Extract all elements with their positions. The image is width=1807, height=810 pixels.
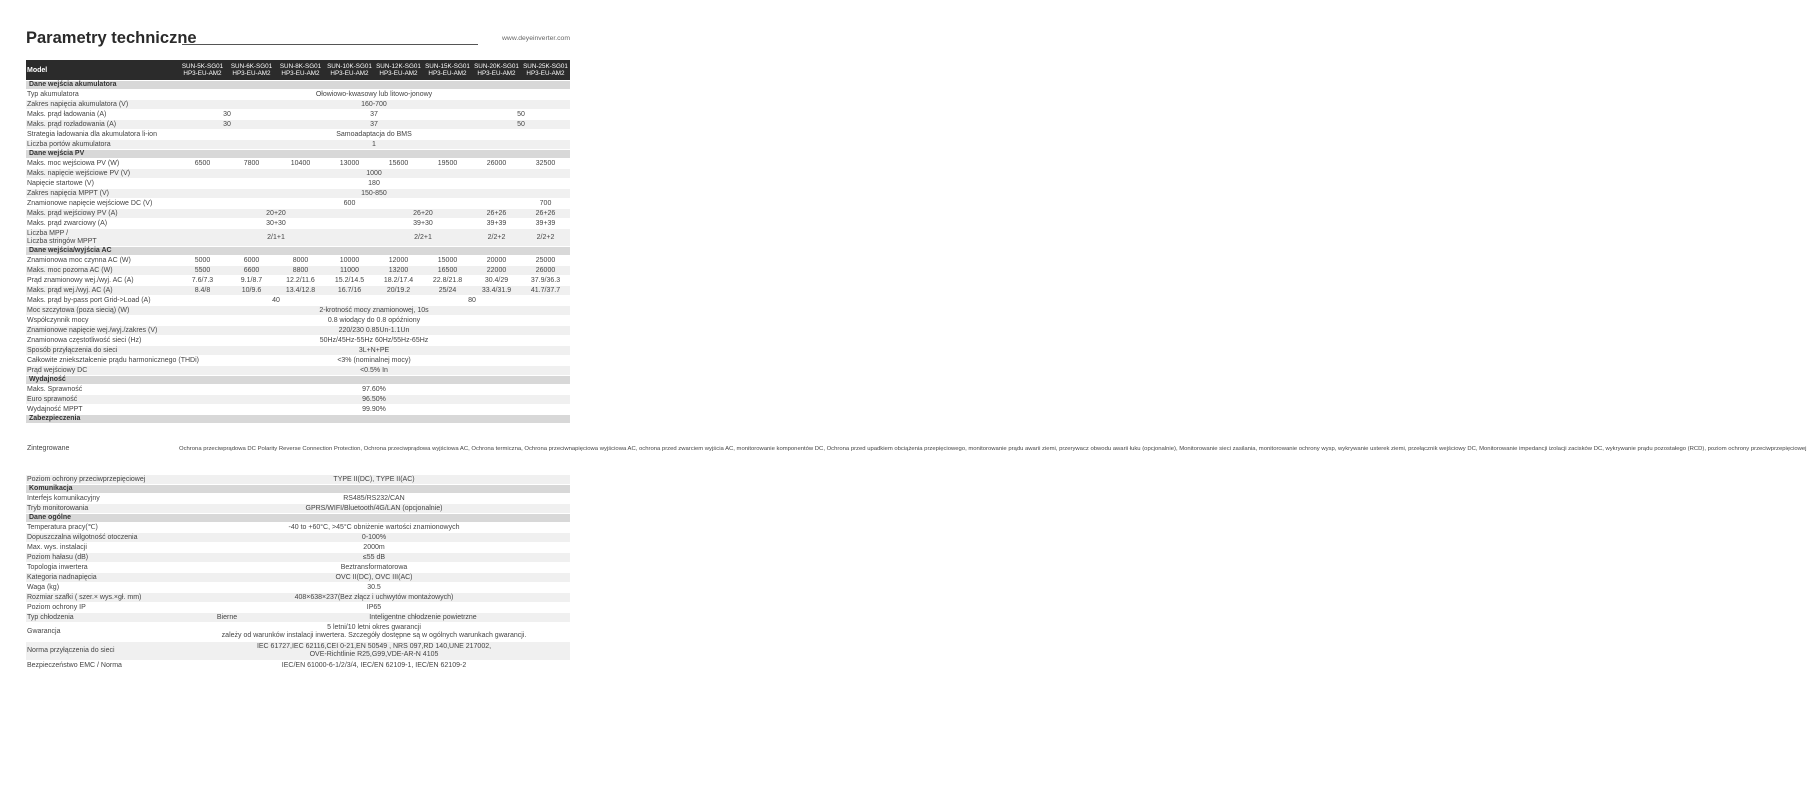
spec-value: IEC/EN 61000-6-1/2/3/4, IEC/EN 62109-1, IEC/EN 62109-2: [178, 661, 570, 671]
spec-value: 2/2+2: [521, 229, 570, 247]
model-name-line: HP3-EU-AM2: [477, 70, 516, 77]
section-row: [26, 376, 570, 385]
spec-value: 32500: [521, 159, 570, 169]
spec-value: Ołowiowo-kwasowy lub litowo-jonowy: [178, 90, 570, 100]
spec-label: Gwarancja: [26, 623, 178, 642]
spec-row: [26, 475, 570, 485]
spec-row: [26, 326, 570, 336]
spec-label: Maks. prąd wej./wyj. AC (A): [26, 286, 178, 296]
spec-value: 150-850: [178, 189, 570, 199]
section-title: Dane ogólne: [26, 514, 570, 523]
spec-label: Strategia ładowania dla akumulatora li-ion: [26, 130, 178, 140]
spec-value: 6500: [178, 159, 227, 169]
spec-row: [26, 356, 570, 366]
spec-label: Liczba portów akumulatora: [26, 140, 178, 150]
spec-row: [26, 385, 570, 395]
spec-value: 700: [521, 199, 570, 209]
spec-value: GPRS/WIFI/Bluetooth/4G/LAN (opcjonalnie): [178, 504, 570, 514]
spec-value: 8.4/8: [178, 286, 227, 296]
spec-value: IP65: [178, 603, 570, 613]
spec-value: <0.5% In: [178, 366, 570, 376]
spec-value: Inteligentne chłodzenie powietrzne: [276, 613, 570, 623]
spec-row: [26, 603, 570, 613]
model-name-line: SUN-10K-SG01: [327, 63, 372, 70]
model-name-line: HP3-EU-AM2: [281, 70, 320, 77]
spec-label: Temperatura pracy(℃): [26, 523, 178, 533]
spec-value: 50: [472, 110, 570, 120]
spec-label: Maks. prąd by-pass port Grid->Load (A): [26, 296, 178, 306]
model-name: [472, 60, 521, 81]
spec-value: 5500: [178, 266, 227, 276]
model-name: [178, 60, 227, 81]
spec-value: Ochrona przeciwprądowa DC Polarity Reverse Connection Protection, Ochrona przeciwprądowa wyjściowa AC, Ochrona termiczna, Ochrona przeciwnapięciowa wyjściowa AC, ochrona przed zwarciem wyjścia AC, monitorowanie komponentów DC, Ochrona przed upadkiem obciążenia przepięciowego, monitorowanie prądu awarii ziemi, przerywacz obwodu awarii łuku (opcjonalnie), Monitorowanie sieci zasilania, monitorowanie ochrony wysp, wykrywanie usterek ziemi, przełącznik wejściowy DC, Monitorowanie impedancji izolacji zacisków DC, wykrywanie prądu pozostałego (RCD), poziom ochrony przeciwprzepięciowej: [178, 424, 570, 475]
spec-value: TYPE II(DC), TYPE II(AC): [178, 475, 570, 485]
spec-value: 33.4/31.9: [472, 286, 521, 296]
section-title: Wydajność: [26, 376, 570, 385]
spec-label: Maks. moc pozorna AC (W): [26, 266, 178, 276]
website-url: www.deyeinverter.com: [502, 35, 570, 42]
model-header-row: [26, 60, 570, 81]
model-name: [325, 60, 374, 81]
spec-row: [26, 169, 570, 179]
spec-value: OVC II(DC), OVC III(AC): [178, 573, 570, 583]
spec-label: Rozmiar szafki ( szer.× wys.×gł. mm): [26, 593, 178, 603]
spec-value: 19500: [423, 159, 472, 169]
spec-label: Typ chłodzenia: [26, 613, 178, 623]
spec-label: Poziom hałasu (dB): [26, 553, 178, 563]
spec-value: 22.8/21.8: [423, 276, 472, 286]
spec-row: [26, 286, 570, 296]
model-name-line: SUN-6K-SG01: [230, 63, 273, 70]
spec-label: Zakres napięcia MPPT (V): [26, 189, 178, 199]
spec-value: 1: [178, 140, 570, 150]
spec-value: 18.2/17.4: [374, 276, 423, 286]
spec-value: 37: [276, 120, 472, 130]
spec-row: [26, 336, 570, 346]
page-title: Parametry techniczne: [26, 29, 197, 47]
spec-value: 26000: [521, 266, 570, 276]
spec-row: [26, 229, 570, 247]
spec-label: Typ akumulatora: [26, 90, 178, 100]
section-title: Dane wejścia akumulatora: [26, 81, 570, 90]
spec-value: 97.60%: [178, 385, 570, 395]
spec-label: Znamionowa moc czynna AC (W): [26, 256, 178, 266]
spec-value: 6000: [227, 256, 276, 266]
spec-label: Liczba MPP / Liczba stringów MPPT: [26, 229, 178, 247]
spec-row: [26, 256, 570, 266]
spec-value: 8000: [276, 256, 325, 266]
spec-table: [26, 60, 1807, 671]
spec-value: 99.90%: [178, 405, 570, 415]
spec-value: 30: [178, 110, 276, 120]
spec-value: RS485/RS232/CAN: [178, 494, 570, 504]
spec-row: [26, 189, 570, 199]
spec-value: 8800: [276, 266, 325, 276]
spec-label: Wydajność MPPT: [26, 405, 178, 415]
model-name: [423, 60, 472, 81]
spec-value: 26+26: [521, 209, 570, 219]
spec-label: Maks. Sprawność: [26, 385, 178, 395]
section-row: [26, 81, 570, 90]
model-name-line: SUN-5K-SG01: [181, 63, 224, 70]
model-name-line: SUN-15K-SG01: [425, 63, 470, 70]
spec-value: 41.7/37.7: [521, 286, 570, 296]
spec-row: [26, 504, 570, 514]
spec-label: Znamionowe napięcie wejściowe DC (V): [26, 199, 178, 209]
spec-label: Norma przyłączenia do sieci: [26, 642, 178, 661]
model-name: [374, 60, 423, 81]
spec-row: [26, 266, 570, 276]
model-name-line: HP3-EU-AM2: [232, 70, 271, 77]
spec-value: 2/2+2: [472, 229, 521, 247]
section-row: [26, 150, 570, 159]
spec-value: 2/2+1: [374, 229, 472, 247]
spec-row: [26, 179, 570, 189]
spec-value: IEC 61727,IEC 62116,CEI 0-21,EN 50549 , NRS 097,RD 140,UNE 217002, OVE-Richtlinie R25,G99,VDE-AR-N 4105: [178, 642, 570, 661]
spec-value: 13000: [325, 159, 374, 169]
spec-row: [26, 100, 570, 110]
spec-value: 30.4/29: [472, 276, 521, 286]
spec-value: 39+39: [521, 219, 570, 229]
model-name: [521, 60, 570, 81]
model-name-line: SUN-20K-SG01: [474, 63, 519, 70]
spec-row: [26, 276, 570, 286]
model-name-line: SUN-25K-SG01: [523, 63, 568, 70]
spec-value: 26+26: [472, 209, 521, 219]
model-label: Model: [26, 60, 178, 81]
model-name-line: HP3-EU-AM2: [183, 70, 222, 77]
spec-row: [26, 523, 570, 533]
spec-value: 39+30: [374, 219, 472, 229]
section-title: Dane wejścia/wyjścia AC: [26, 247, 570, 256]
spec-value: 37.9/36.3: [521, 276, 570, 286]
spec-label: Waga (kg): [26, 583, 178, 593]
spec-label: Maks. prąd ładowania (A): [26, 110, 178, 120]
spec-value: 0-100%: [178, 533, 570, 543]
spec-row: [26, 405, 570, 415]
spec-row: [26, 306, 570, 316]
spec-label: Maks. prąd zwarciowy (A): [26, 219, 178, 229]
page-header: [26, 26, 570, 52]
spec-value: 10000: [325, 256, 374, 266]
spec-value: 15600: [374, 159, 423, 169]
spec-row: [26, 533, 570, 543]
spec-value: -40 to +60°C, >45°C obniżenie wartości znamionowych: [178, 523, 570, 533]
spec-value: 10400: [276, 159, 325, 169]
spec-value: 3L+N+PE: [178, 346, 570, 356]
spec-label: Dopuszczalna wilgotność otoczenia: [26, 533, 178, 543]
section-row: [26, 485, 570, 494]
spec-row: [26, 110, 570, 120]
spec-value: 408×638×237(Bez złącz i uchwytów montażowych): [178, 593, 570, 603]
spec-row: [26, 623, 570, 642]
spec-label: Bezpieczeństwo EMC / Norma: [26, 661, 178, 671]
spec-value: 25/24: [423, 286, 472, 296]
spec-value: 15.2/14.5: [325, 276, 374, 286]
spec-label: Kategoria nadnapięcia: [26, 573, 178, 583]
spec-value: 13.4/12.8: [276, 286, 325, 296]
spec-value: 11000: [325, 266, 374, 276]
spec-value: 22000: [472, 266, 521, 276]
spec-row: [26, 613, 570, 623]
spec-row: [26, 120, 570, 130]
spec-row: [26, 219, 570, 229]
model-name-line: HP3-EU-AM2: [330, 70, 369, 77]
spec-row: [26, 573, 570, 583]
spec-row: [26, 366, 570, 376]
spec-value: 30+30: [178, 219, 374, 229]
spec-label: Zakres napięcia akumulatora (V): [26, 100, 178, 110]
spec-label: Tryb monitorowania: [26, 504, 178, 514]
model-name-line: HP3-EU-AM2: [526, 70, 565, 77]
spec-row: [26, 583, 570, 593]
spec-value: ≤55 dB: [178, 553, 570, 563]
spec-row: [26, 543, 570, 553]
spec-value: 2000m: [178, 543, 570, 553]
spec-label: Poziom ochrony IP: [26, 603, 178, 613]
spec-value: 12.2/11.6: [276, 276, 325, 286]
spec-value: 2/1+1: [178, 229, 374, 247]
spec-value: Beztransformatorowa: [178, 563, 570, 573]
spec-label: Zintegrowane: [26, 424, 178, 475]
model-name-line: HP3-EU-AM2: [428, 70, 467, 77]
spec-value: 20/19.2: [374, 286, 423, 296]
spec-label: Poziom ochrony przeciwprzepięciowej: [26, 475, 178, 485]
section-row: [26, 247, 570, 256]
spec-value: 20+20: [178, 209, 374, 219]
spec-label: Maks. moc wejściowa PV (W): [26, 159, 178, 169]
spec-row: [26, 494, 570, 504]
spec-row: [26, 661, 570, 671]
spec-value: Samoadaptacja do BMS: [178, 130, 570, 140]
section-row: [26, 415, 570, 424]
section-row: [26, 514, 570, 523]
spec-value: 160-700: [178, 100, 570, 110]
model-name: [227, 60, 276, 81]
section-title: Komunikacja: [26, 485, 570, 494]
spec-label: Moc szczytowa (poza siecią) (W): [26, 306, 178, 316]
spec-row: [26, 90, 570, 100]
spec-value: 9.1/8.7: [227, 276, 276, 286]
spec-value: 1000: [178, 169, 570, 179]
spec-value: 16500: [423, 266, 472, 276]
spec-row: [26, 642, 570, 661]
spec-label: Prąd wejściowy DC: [26, 366, 178, 376]
model-name: [276, 60, 325, 81]
spec-value: 220/230 0.85Un-1.1Un: [178, 326, 570, 336]
spec-value: 0.8 wiodący do 0.8 opóźniony: [178, 316, 570, 326]
spec-value: 40: [178, 296, 374, 306]
spec-row: [26, 316, 570, 326]
model-name-line: SUN-8K-SG01: [279, 63, 322, 70]
spec-row: [26, 209, 570, 219]
spec-value: 39+39: [472, 219, 521, 229]
spec-value: Bierne: [178, 613, 276, 623]
spec-value: 12000: [374, 256, 423, 266]
spec-row: [26, 563, 570, 573]
spec-row: [26, 130, 570, 140]
spec-label: Napięcie startowe (V): [26, 179, 178, 189]
spec-value: 15000: [423, 256, 472, 266]
spec-row: [26, 199, 570, 209]
spec-row: [26, 140, 570, 150]
spec-label: Interfejs komunikacyjny: [26, 494, 178, 504]
spec-value: 7.6/7.3: [178, 276, 227, 286]
spec-value: 600: [178, 199, 521, 209]
spec-label: Maks. prąd wejściowy PV (A): [26, 209, 178, 219]
spec-value: 6600: [227, 266, 276, 276]
spec-value: 20000: [472, 256, 521, 266]
spec-value: 30.5: [178, 583, 570, 593]
spec-row: [26, 296, 570, 306]
spec-label: Prąd znamionowy wej./wyj. AC (A): [26, 276, 178, 286]
spec-value: 2-krotność mocy znamionowej, 10s: [178, 306, 570, 316]
spec-value: 5 letni/10 letni okres gwarancji zależy od warunków instalacji inwertera. Szczegóły dostępne są w ogólnych warunkach gwarancji.: [178, 623, 570, 642]
spec-row: [26, 553, 570, 563]
spec-row: [26, 593, 570, 603]
spec-row: [26, 395, 570, 405]
spec-label: Maks. napięcie wejściowe PV (V): [26, 169, 178, 179]
spec-label: Sposób przyłączenia do sieci: [26, 346, 178, 356]
spec-label: Euro sprawność: [26, 395, 178, 405]
model-name-line: SUN-12K-SG01: [376, 63, 421, 70]
section-title: Dane wejścia PV: [26, 150, 570, 159]
spec-value: 25000: [521, 256, 570, 266]
spec-label: Max. wys. instalacji: [26, 543, 178, 553]
spec-value: <3% (nominalnej mocy): [178, 356, 570, 366]
spec-label: Całkowite zniekształcenie prądu harmonicznego (THDi): [27, 356, 199, 364]
spec-value: 37: [276, 110, 472, 120]
spec-label: Znamionowe napięcie wej./wyj./zakres (V): [26, 326, 178, 336]
spec-label: Znamionowa częstotliwość sieci (Hz): [26, 336, 178, 346]
spec-row: [26, 424, 570, 475]
spec-value: 5000: [178, 256, 227, 266]
spec-value: 10/9.6: [227, 286, 276, 296]
spec-value: 13200: [374, 266, 423, 276]
spec-label: Maks. prąd rozładowania (A): [26, 120, 178, 130]
spec-value: 80: [374, 296, 570, 306]
spec-value: 50Hz/45Hz-55Hz 60Hz/55Hz-65Hz: [178, 336, 570, 346]
spec-row: [26, 159, 570, 169]
spec-value: 180: [178, 179, 570, 189]
spec-value: 96.50%: [178, 395, 570, 405]
spec-label: Topologia inwertera: [26, 563, 178, 573]
spec-label: Współczynnik mocy: [26, 316, 178, 326]
model-name-line: HP3-EU-AM2: [379, 70, 418, 77]
spec-value: 50: [472, 120, 570, 130]
spec-value: 16.7/16: [325, 286, 374, 296]
spec-row: [26, 346, 570, 356]
section-title: Zabezpieczenia: [26, 415, 570, 424]
spec-value: 30: [178, 120, 276, 130]
spec-value: 26+20: [374, 209, 472, 219]
spec-value: 7800: [227, 159, 276, 169]
title-divider: [182, 44, 478, 45]
spec-value: 26000: [472, 159, 521, 169]
